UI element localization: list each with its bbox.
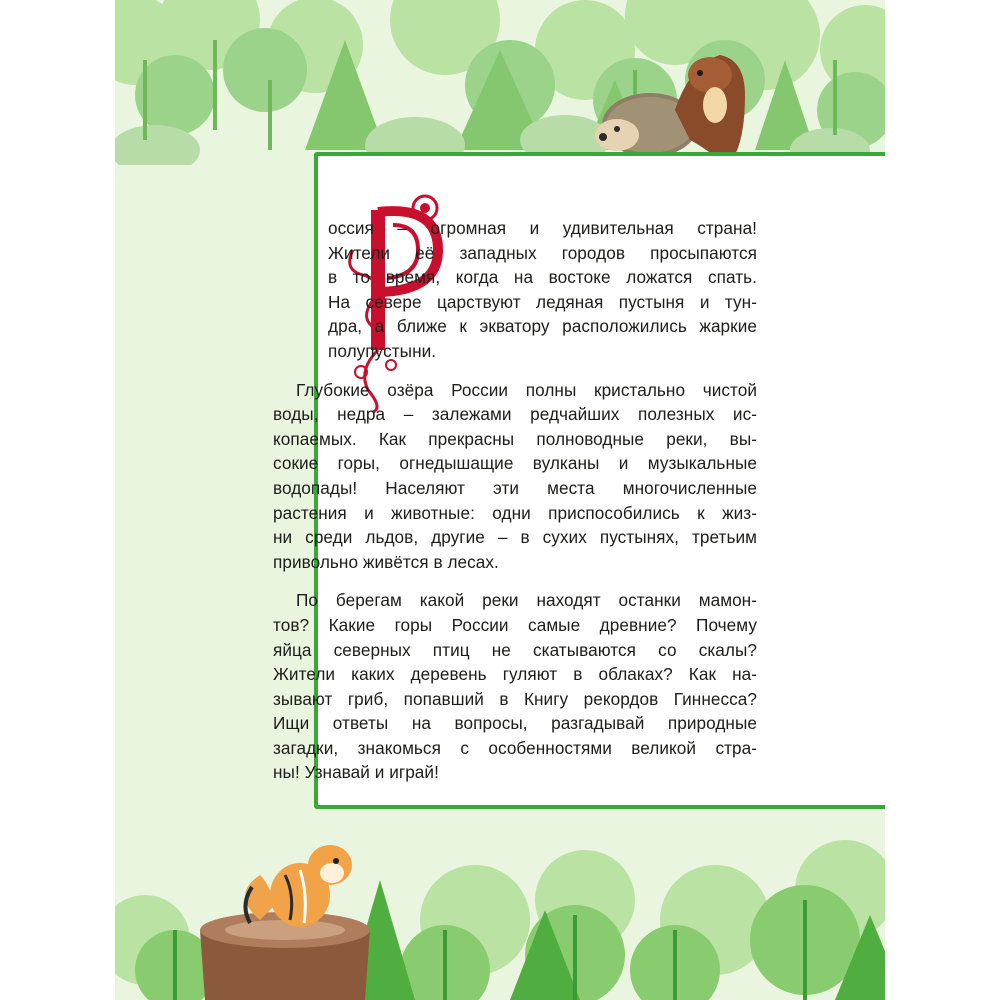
text-line: Жители каких деревень гуляют в облаках? Как на- bbox=[273, 664, 757, 685]
text-line: загадки, знакомься с особенностями великой стра- bbox=[273, 737, 757, 758]
text-line: зывают гриб, попавший в Книгу рекордов Гиннесса? bbox=[273, 688, 757, 709]
text-line: копаемых. Как прекрасны полноводные реки, вы- bbox=[273, 428, 757, 449]
paragraph-3 bbox=[273, 588, 757, 785]
text-line: в то время, когда на востоке ложатся спать. bbox=[328, 267, 757, 288]
text-line: Ищи ответы на вопросы, разгадывай природные bbox=[273, 713, 757, 734]
text-line: оссия – огромная и удивительная страна! bbox=[328, 218, 757, 238]
text-line: полупустыни. bbox=[328, 340, 437, 361]
paragraph-2 bbox=[273, 378, 757, 575]
text-line: привольно живётся в лесах. bbox=[273, 551, 499, 572]
text-line: воды, недра – залежами редчайших полезных ис- bbox=[273, 404, 757, 425]
text-line: тов? Какие горы России самые древние? Почему bbox=[273, 614, 757, 635]
paragraph-1 bbox=[273, 216, 757, 364]
text-line: яйца северных птиц не скатываются со скалы? bbox=[273, 639, 757, 660]
text-line: дра, а ближе к экватору расположились жаркие bbox=[328, 316, 757, 337]
text-line: По берегам какой реки находят останки мамон- bbox=[296, 590, 757, 611]
body-text bbox=[273, 216, 757, 785]
text-line: ны! Узнавай и играй! bbox=[273, 762, 439, 783]
text-line: водопады! Населяют эти места многочисленные bbox=[273, 477, 757, 498]
text-line: Глубокие озёра России полны кристально чистой bbox=[296, 379, 757, 400]
text-line: ни среди льдов, другие – в сухих пустынях, третьим bbox=[273, 527, 757, 548]
text-line: сокие горы, огнедышащие вулканы и музыкальные bbox=[273, 453, 757, 474]
chipmunk-on-stump-illustration bbox=[190, 835, 390, 1000]
text-line: На севере царствуют ледяная пустыня и тун- bbox=[328, 291, 757, 312]
text-line: растения и животные: одни приспособились к жиз- bbox=[273, 502, 757, 523]
forest-top-illustration bbox=[115, 0, 885, 165]
text-line: Жители её западных городов просыпаются bbox=[328, 242, 757, 263]
